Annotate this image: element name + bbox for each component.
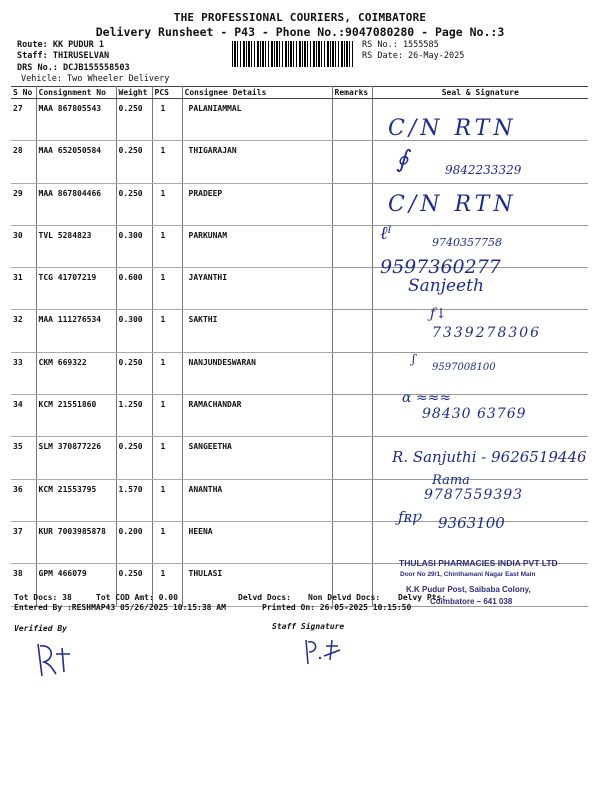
row-consignee: ANANTHA: [182, 479, 332, 521]
signature-scribble: ∮: [396, 145, 409, 173]
row-consignee: PRADEEP: [182, 183, 332, 225]
handwriting-phone: 9740357758: [432, 236, 502, 249]
row-consignee: PALANIAMMAL: [182, 99, 332, 141]
handwriting-phone: 98430 63769: [422, 406, 527, 422]
row-sno: 29: [11, 183, 36, 225]
stamp-address-3: Coimbatore – 641 038: [430, 597, 513, 606]
row-consignment-no: SLM 370877226: [36, 437, 116, 479]
row-consignment-no: MAA 111276534: [36, 310, 116, 352]
col-sno: S No: [11, 87, 36, 99]
row-remarks: [332, 183, 372, 225]
row-consignee: SANGEETHA: [182, 437, 332, 479]
printed-on: Printed On: 26-05-2025 10:15:50: [262, 603, 412, 612]
row-weight: 1.570: [116, 479, 152, 521]
row-pcs: 1: [152, 141, 182, 183]
runsheet-title: Delivery Runsheet - P43 - Phone No.:9047080280 - Page No.:3: [95, 25, 505, 39]
handwriting-cn-rtn: C/N RTN: [388, 116, 517, 141]
row-consignee: RAMACHANDAR: [182, 395, 332, 437]
row-sno: 37: [11, 521, 36, 563]
row-weight: 0.200: [116, 521, 152, 563]
table-header-row: [11, 87, 588, 99]
col-pcs: PCS: [152, 87, 182, 99]
row-weight: 0.250: [116, 564, 152, 606]
row-weight: 0.250: [116, 141, 152, 183]
row-consignment-no: TVL 5284823: [36, 225, 116, 267]
entered-by: Entered By :RESHMAP43 05/26/2025 10:15:38 AM: [14, 603, 226, 612]
row-seal-signature: [372, 352, 588, 394]
row-consignment-no: MAA 867805543: [36, 99, 116, 141]
row-pcs: 1: [152, 99, 182, 141]
row-sno: 32: [11, 310, 36, 352]
rs-number: RS No.: 1555585: [362, 40, 439, 50]
col-consignment: Consignment No: [36, 87, 116, 99]
row-consignment-no: MAA 652050584: [36, 141, 116, 183]
row-remarks: [332, 521, 372, 563]
row-consignment-no: KCM 21553795: [36, 479, 116, 521]
handwriting-name: Sanjeeth: [408, 276, 484, 296]
row-weight: 0.250: [116, 352, 152, 394]
handwriting-phone: 7339278306: [432, 325, 542, 341]
row-weight: 0.250: [116, 437, 152, 479]
stamp-address-2: K.K Pudur Post, Saibaba Colony,: [406, 585, 531, 594]
row-weight: 0.300: [116, 310, 152, 352]
row-pcs: 1: [152, 564, 182, 606]
signature-scribble: ɑ ≈≈≈: [402, 390, 452, 406]
barcode: [232, 41, 354, 67]
row-weight: 0.300: [116, 225, 152, 267]
row-pcs: 1: [152, 437, 182, 479]
row-consignment-no: KCM 21551860: [36, 395, 116, 437]
table-row: [11, 352, 588, 394]
row-pcs: 1: [152, 225, 182, 267]
drs-number: DRS No.: DCJB155558503: [17, 63, 130, 73]
row-sno: 35: [11, 437, 36, 479]
handwriting-name: Rama: [432, 473, 470, 488]
col-consignee: Consignee Details: [182, 87, 332, 99]
handwriting-phone: 9787559393: [424, 487, 524, 503]
row-weight: 0.250: [116, 183, 152, 225]
row-remarks: [332, 268, 372, 310]
row-sno: 27: [11, 99, 36, 141]
row-sno: 34: [11, 395, 36, 437]
row-consignee: NANJUNDESWARAN: [182, 352, 332, 394]
verifier-signature: [30, 636, 74, 682]
row-remarks: [332, 141, 372, 183]
staff-label: Staff: THIRUSELVAN: [17, 51, 110, 61]
non-delivered-docs: Non Delvd Docs:: [308, 593, 381, 602]
rs-date: RS Date: 26-May-2025: [362, 51, 465, 61]
row-remarks: [332, 99, 372, 141]
stamp-company: THULASI PHARMACIES INDIA PVT LTD: [399, 558, 558, 568]
verified-by-label: Verified By: [14, 624, 67, 633]
col-seal-signature: Seal & Signature: [372, 87, 588, 99]
signature-scribble: ƒʀƿ: [398, 508, 422, 526]
handwriting-cn-rtn: C/N RTN: [388, 192, 517, 217]
row-consignment-no: GPM 466079: [36, 564, 116, 606]
row-consignment-no: MAA 867804466: [36, 183, 116, 225]
row-remarks: [332, 225, 372, 267]
row-consignment-no: CKM 669322: [36, 352, 116, 394]
row-weight: 0.250: [116, 99, 152, 141]
row-consignment-no: KUR 7003985878: [36, 521, 116, 563]
row-pcs: 1: [152, 183, 182, 225]
table-row: [11, 268, 588, 310]
handwriting-phone: 9363100: [438, 514, 505, 532]
staff-signature-label: Staff Signature: [272, 622, 345, 631]
delivered-docs: Delvd Docs:: [238, 593, 291, 602]
row-consignee: THIGARAJAN: [182, 141, 332, 183]
row-consignee: THULASI: [182, 564, 332, 606]
signature-scribble: ƒ↓: [430, 306, 447, 322]
row-sno: 38: [11, 564, 36, 606]
row-sno: 31: [11, 268, 36, 310]
row-sno: 28: [11, 141, 36, 183]
row-pcs: 1: [152, 310, 182, 352]
row-pcs: 1: [152, 268, 182, 310]
row-remarks: [332, 310, 372, 352]
route-label: Route: KK PUDUR 1: [17, 40, 104, 50]
delivery-points: Delvy Pts:: [398, 593, 447, 602]
signature-scribble: ℓˡ: [380, 223, 392, 244]
row-consignment-no: TCG 41707219: [36, 268, 116, 310]
stamp-address-1: Door No 29/1, Chinthamani Nagar East Main: [400, 571, 536, 578]
total-docs: Tot Docs: 38: [14, 593, 72, 602]
row-remarks: [332, 395, 372, 437]
row-sno: 30: [11, 225, 36, 267]
row-pcs: 1: [152, 479, 182, 521]
row-weight: 0.600: [116, 268, 152, 310]
signature-scribble: ʃ: [412, 352, 416, 366]
vehicle-label: Vehicle: Two Wheeler Delivery: [21, 74, 170, 84]
row-sno: 33: [11, 352, 36, 394]
row-remarks: [332, 352, 372, 394]
row-remarks: [332, 479, 372, 521]
row-remarks: [332, 437, 372, 479]
handwriting-phone: 9597360277: [380, 256, 501, 278]
total-cod: Tot COD Amt: 0.00: [96, 593, 178, 602]
col-remarks: Remarks: [332, 87, 372, 99]
row-consignee: PARKUNAM: [182, 225, 332, 267]
company-title: THE PROFESSIONAL COURIERS, COIMBATORE: [173, 11, 427, 24]
handwriting-name-phone: R. Sanjuthi - 9626519446: [392, 448, 587, 466]
row-pcs: 1: [152, 521, 182, 563]
row-consignee: HEENA: [182, 521, 332, 563]
row-pcs: 1: [152, 352, 182, 394]
row-pcs: 1: [152, 395, 182, 437]
staff-signature: [300, 634, 350, 668]
handwriting-phone: 9842233329: [445, 163, 522, 177]
col-weight: Weight: [116, 87, 152, 99]
row-consignee: SAKTHI: [182, 310, 332, 352]
row-consignee: JAYANTHI: [182, 268, 332, 310]
row-weight: 1.250: [116, 395, 152, 437]
row-sno: 36: [11, 479, 36, 521]
handwriting-phone: 9597008100: [432, 362, 496, 373]
